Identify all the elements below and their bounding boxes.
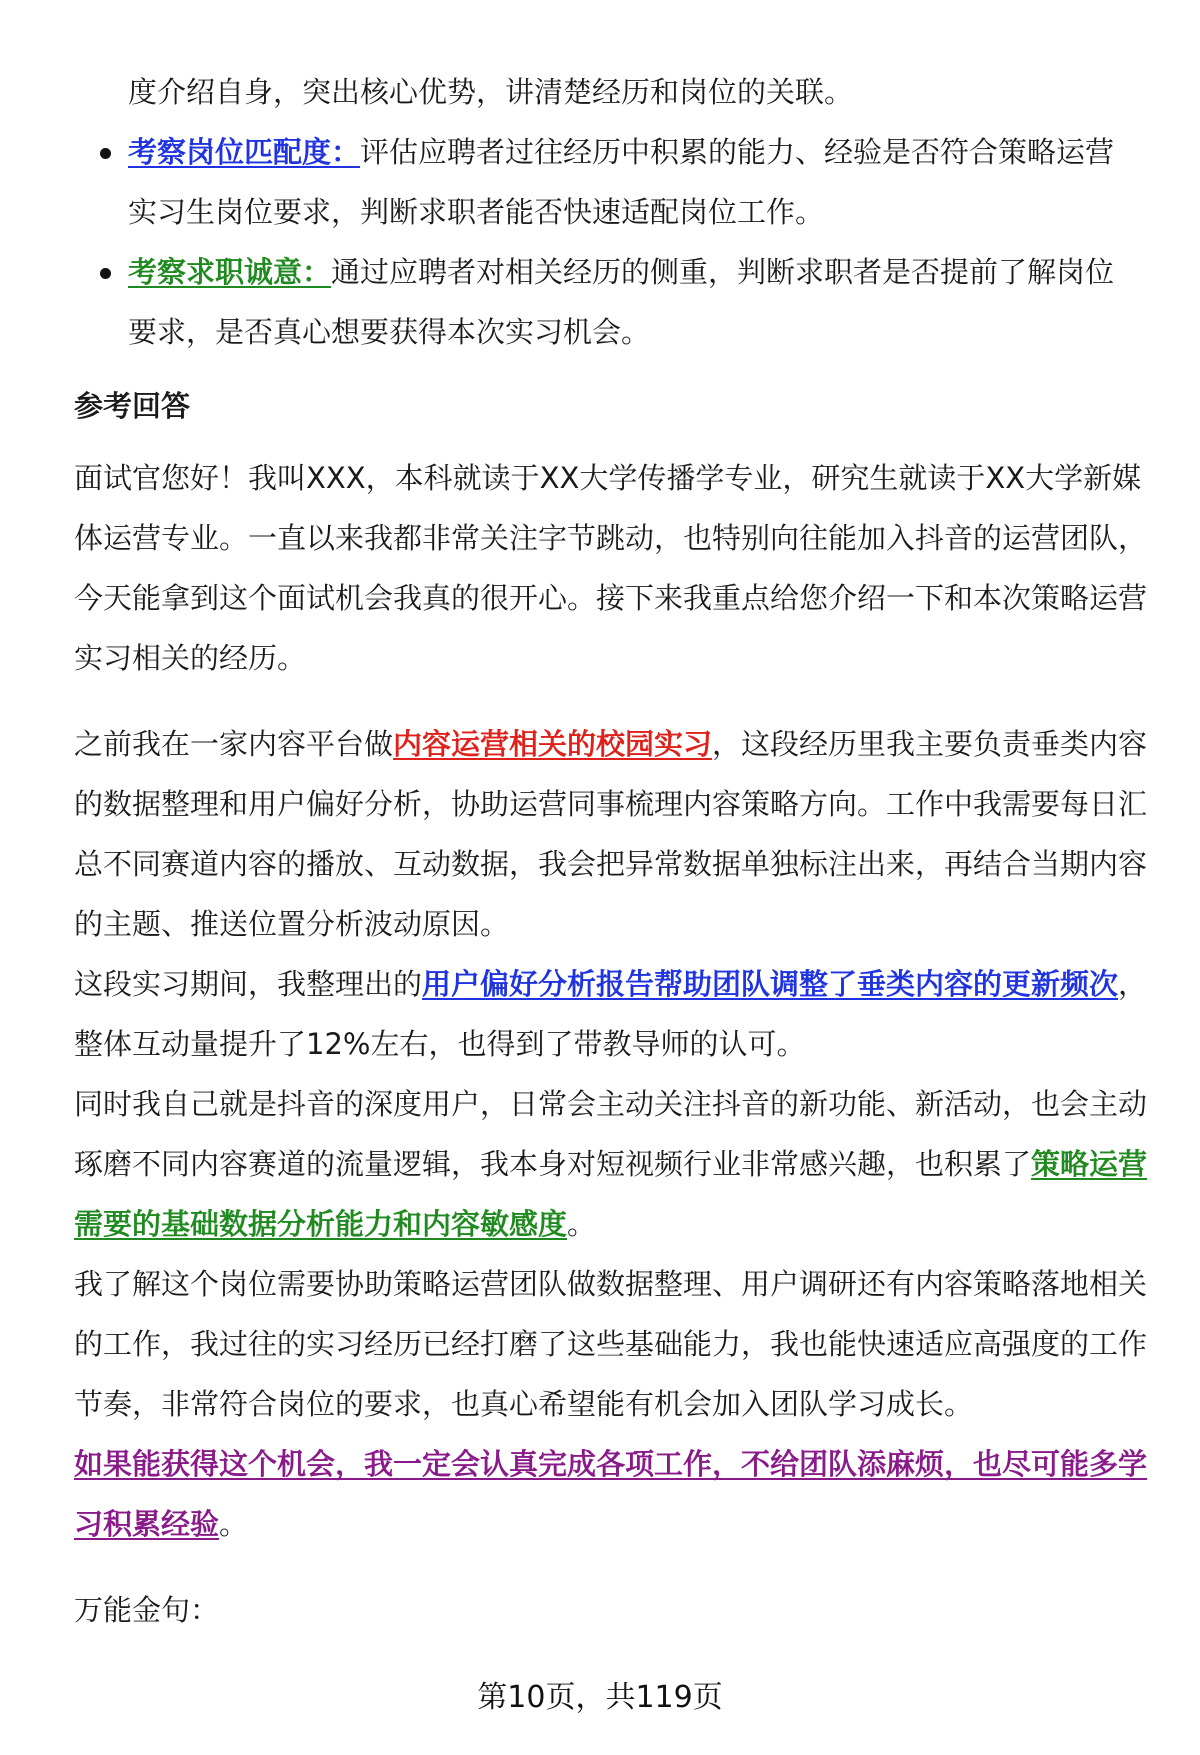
highlight-text: 策略运营需要的基础数据分析能力和内容敏感度 <box>74 1147 1148 1241</box>
paragraph-user <box>74 1074 1154 1254</box>
highlight-text: 如果能获得这个机会，我一定会认真完成各项工作，不给团队添麻烦，也尽可能多学习积累经验 <box>74 1447 1148 1541</box>
text-run: 。 <box>567 1207 597 1241</box>
bullet-dot-icon <box>100 268 111 279</box>
paragraph-closing <box>74 1434 1154 1554</box>
highlight-text: 内容运营相关的校园实习 <box>393 727 713 761</box>
page-content <box>74 62 1154 1640</box>
text-run: ，这段经历里我主要负责垂类内容的数据整理和用户偏好分析，协助运营同事梳理内容策略方向。工作中我需要每日汇总不同赛道内容的播放、互动数据，我会把异常数据单独标注出来，再结合当期内容的主题、推送位置分析波动原因。 <box>74 727 1148 941</box>
text-run: 之前我在一家内容平台做 <box>74 727 394 761</box>
paragraph-fit: 我了解这个岗位需要协助策略运营团队做数据整理、用户调研还有内容策略落地相关的工作，我过往的实习经历已经打磨了这些基础能力，我也能快速适应高强度的工作节奏，非常符合岗位的要求，也真心希望能有机会加入团队学习成长。 <box>74 1267 1148 1421</box>
golden-sentence-label: 万能金句： <box>74 1593 220 1627</box>
bullet-text: 评估应聘者过往经历中积累的能力、经验是否符合策略运营 <box>360 135 1115 169</box>
bullet-label: 考察岗位匹配度： <box>128 135 361 169</box>
text-run: 。 <box>219 1507 249 1541</box>
section-heading: 参考回答 <box>74 389 191 423</box>
highlight-text: 用户偏好分析报告帮助团队调整了垂类内容的更新频次 <box>422 967 1119 1001</box>
text-run: 这段实习期间，我整理出的 <box>74 967 423 1001</box>
bullet-item <box>74 122 1154 242</box>
bullet-dot-icon <box>100 148 111 159</box>
bullet-label: 考察求职诚意： <box>128 255 332 289</box>
page-number: 第10页，共119页 <box>477 1680 723 1715</box>
paragraph-intro: 面试官您好！我叫XXX，本科就读于XX大学传播学专业，研究生就读于XX大学新媒体运营专业。一直以来我都非常关注字节跳动，也特别向往能加入抖音的运营团队，今天能拿到这个面试机会我真的很开心。接下来我重点给您介绍一下和本次策略运营实习相关的经历。 <box>74 461 1148 675</box>
intro-continuation: 度介绍自身，突出核心优势，讲清楚经历和岗位的关联。 <box>128 75 854 109</box>
text-run: 同时我自己就是抖音的深度用户，日常会主动关注抖音的新功能、新活动，也会主动琢磨不同内容赛道的流量逻辑，我本身对短视频行业非常感兴趣，也积累了 <box>74 1087 1148 1181</box>
text-run: ，整体互动量提升了12%左右，也得到了带教导师的认可。 <box>74 967 1148 1061</box>
bullet-text: 实习生岗位要求，判断求职者能否快速适配岗位工作。 <box>128 195 825 229</box>
bullet-item <box>74 242 1154 362</box>
paragraph-experience <box>74 714 1154 954</box>
paragraph-result <box>74 954 1154 1074</box>
bullet-text: 通过应聘者对相关经历的侧重，判断求职者是否提前了解岗位 <box>331 255 1115 289</box>
bullet-list <box>74 122 1154 362</box>
bullet-text: 要求，是否真心想要获得本次实习机会。 <box>128 315 651 349</box>
